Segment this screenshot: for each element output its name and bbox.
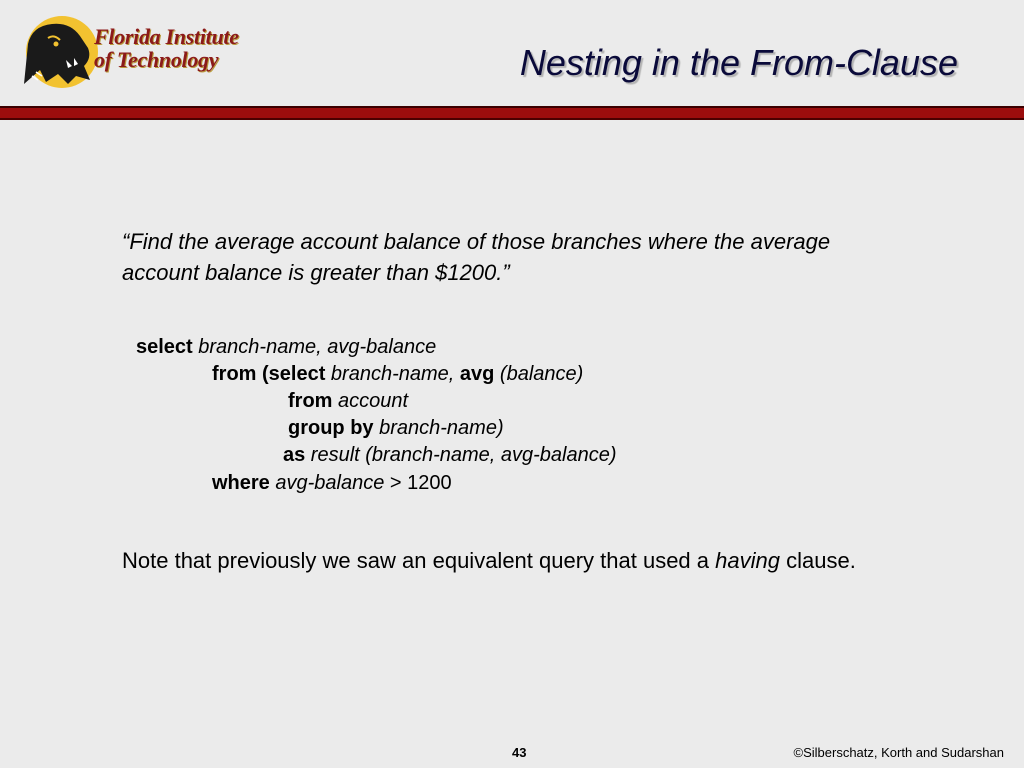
logo-text-line2: of Technology	[94, 47, 219, 72]
sql-keyword: select	[136, 336, 193, 358]
sql-text: account	[332, 390, 409, 412]
fit-logo	[18, 14, 258, 90]
sql-line-group-by	[288, 415, 504, 442]
sql-line-from-subquery	[212, 361, 583, 388]
sql-line-where	[212, 470, 452, 497]
sql-line-select	[136, 334, 436, 361]
note-before: Note that previously we saw an equivalent query that used a	[122, 548, 716, 573]
sql-line-from	[288, 388, 408, 415]
sql-text: branch-name)	[373, 417, 504, 439]
sql-keyword: avg	[459, 363, 495, 385]
sql-keyword: where	[212, 472, 270, 494]
note-after: clause.	[779, 548, 856, 573]
sql-keyword: group by	[288, 417, 374, 439]
sql-text: branch-name, avg-balance	[192, 336, 437, 358]
note-text	[122, 545, 922, 576]
header-divider	[0, 106, 1024, 120]
copyright-notice: ©Silberschatz, Korth and Sudarshan	[793, 745, 1004, 760]
sql-text: (balance)	[494, 363, 584, 385]
sql-keyword: from	[288, 390, 333, 412]
logo-text-line1: Florida Institute	[94, 24, 239, 49]
sql-keyword: as	[283, 444, 306, 466]
note-emphasis: having	[715, 548, 780, 573]
page-number: 43	[512, 745, 527, 760]
sql-text: > 1200	[384, 472, 452, 494]
sql-line-as	[283, 442, 617, 469]
sql-text: result (branch-name, avg-balance)	[305, 444, 617, 466]
sql-keyword: from (select	[212, 363, 326, 385]
sql-text: branch-name,	[325, 363, 460, 385]
question-quote: “Find the average account balance of those branches where the average account balance is greater than $1200.”	[122, 229, 831, 285]
sql-text: avg-balance	[269, 472, 385, 494]
slide-title: Nesting in the From-Clause	[519, 42, 958, 83]
